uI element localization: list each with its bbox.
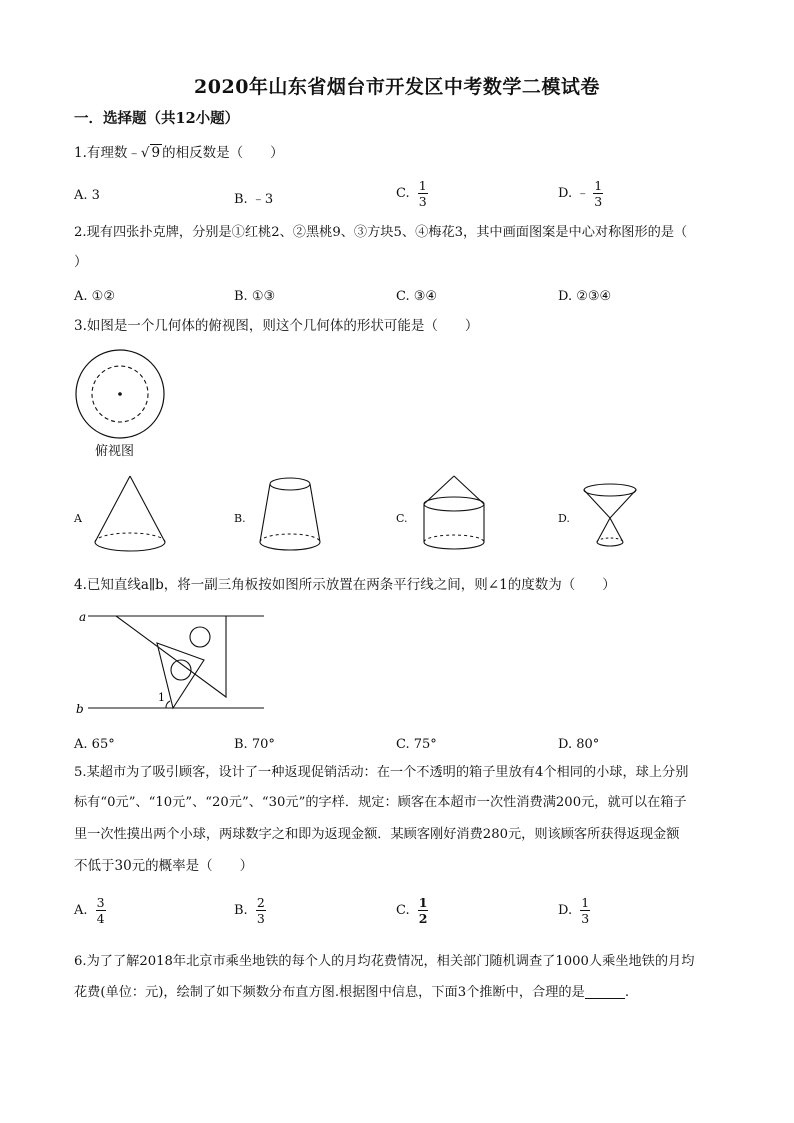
option-letter: A.	[74, 903, 88, 918]
radicand: 9	[151, 145, 161, 161]
option-letter: B.	[234, 192, 248, 207]
question-5-line1: 5.某超市为了吸引顾客，设计了一种返现促销活动：在一个不透明的箱子里放有4个相同的小球，球上分别	[74, 765, 689, 780]
q1-suffix: 的相反数是（ ）	[162, 145, 284, 161]
question-1	[74, 147, 284, 161]
option-letter: A.	[74, 188, 88, 203]
numerator: 2	[256, 895, 265, 910]
q1-option-d[interactable]	[558, 178, 603, 209]
option-sign: ﹣	[576, 186, 590, 201]
option-letter: B.	[234, 289, 248, 304]
q4-option-a[interactable]	[74, 737, 115, 752]
question-6-line2	[74, 986, 629, 999]
option-letter: A.	[74, 737, 88, 752]
q2-option-b[interactable]	[234, 289, 275, 304]
option-text: 3	[91, 188, 100, 203]
option-letter: D.	[558, 737, 573, 752]
answer-blank[interactable]	[585, 986, 625, 999]
numerator: 1	[594, 178, 603, 193]
question-5-line2: 标有“0元”、“10元”、“20元”、“30元”的字样．规定：顾客在本超市一次性消费满200元，就可以在箱子	[74, 795, 687, 810]
numerator: 1	[418, 895, 428, 910]
question-5-line4: 不低于30元的概率是（ ）	[74, 858, 254, 874]
frustum-figure	[258, 476, 322, 556]
q3-option-a-label[interactable]: A	[74, 512, 82, 525]
fraction	[96, 895, 106, 926]
option-letter: D.	[558, 186, 573, 201]
denominator: 2	[418, 911, 428, 926]
triangle-ruler-1	[116, 616, 226, 697]
q2-option-d[interactable]	[558, 289, 611, 304]
label-b: b	[76, 702, 84, 716]
section-heading: 一．选择题（共12小题）	[74, 110, 240, 127]
q5-option-d[interactable]	[558, 895, 590, 926]
top-view-caption: 俯视图	[95, 444, 135, 459]
top-view-figure	[74, 348, 166, 440]
option-text: ②③④	[576, 289, 612, 304]
sqrt-symbol: √	[140, 145, 150, 161]
option-text: 70°	[251, 737, 275, 752]
option-letter: C.	[396, 737, 410, 752]
numerator: 1	[581, 895, 590, 910]
option-letter: C.	[396, 903, 410, 918]
option-letter: D.	[558, 289, 573, 304]
option-letter: D.	[558, 903, 573, 918]
option-text: ③④	[413, 289, 438, 304]
q2-option-a[interactable]	[74, 289, 115, 304]
q1-option-a[interactable]	[74, 188, 100, 203]
q4-option-b[interactable]	[234, 737, 275, 752]
option-text: ①②	[91, 289, 115, 304]
ruler-hole-2	[171, 660, 191, 680]
option-letter: C.	[396, 289, 410, 304]
question-4: 4.已知直线a∥b，将一副三角板按如图所示放置在两条平行线之间，则∠1的度数为（ ）	[74, 577, 616, 593]
denominator: 3	[594, 194, 603, 209]
denominator: 3	[418, 194, 427, 209]
ruler-hole-1	[190, 627, 210, 647]
cone-on-cylinder-figure	[422, 474, 486, 556]
q5-option-c[interactable]	[396, 895, 428, 926]
numerator: 1	[418, 178, 427, 193]
fraction	[593, 178, 603, 209]
question-2-line1: 2.现有四张扑克牌，分别是①红桃2、②黑桃9、③方块5、④梅花3，其中画面图案是中心对称图形的是（	[74, 225, 688, 240]
option-letter: B.	[234, 903, 248, 918]
fraction	[256, 895, 266, 926]
sqrt-9	[141, 147, 162, 161]
option-text: ﹣3	[251, 192, 274, 207]
option-text: ①③	[251, 289, 276, 304]
denominator: 3	[581, 911, 590, 926]
question-6-line1: 6.为了了解2018年北京市乘坐地铁的每个人的月均花费情况，相关部门随机调查了1000人乘坐地铁的月均	[74, 954, 695, 969]
denominator: 3	[256, 911, 265, 926]
double-cone-figure	[582, 482, 638, 552]
q6-text: 花费(单位：元)，绘制了如下频数分布直方图.根据图中信息，下面3个推断中，合理的是	[74, 985, 585, 1000]
option-letter: B.	[234, 737, 248, 752]
option-text: 80°	[576, 737, 600, 752]
option-letter: C.	[396, 186, 410, 201]
angle-arc	[166, 701, 170, 708]
fraction	[580, 895, 590, 926]
q5-option-a[interactable]	[74, 895, 106, 926]
q3-option-c-label[interactable]: C.	[396, 512, 408, 525]
q1-prefix: 1.有理数﹣	[74, 145, 141, 161]
fraction	[418, 895, 429, 926]
q2-option-c[interactable]	[396, 289, 437, 304]
q5-option-b[interactable]	[234, 895, 266, 926]
fraction	[418, 178, 428, 209]
question-3: 3.如图是一个几何体的俯视图，则这个几何体的形状可能是（ ）	[74, 318, 479, 334]
q4-option-c[interactable]	[396, 737, 437, 752]
question-2-line2: ）	[74, 254, 88, 270]
label-angle-1: 1	[158, 691, 165, 704]
q4-option-d[interactable]	[558, 737, 599, 752]
denominator: 4	[96, 911, 105, 926]
center-dot	[118, 392, 122, 396]
question-5-line3: 里一次性摸出两个小球，两球数字之和即为返现金额．某顾客刚好消费280元，则该顾客所获得返现金额	[74, 827, 680, 842]
cone-figure	[94, 474, 166, 554]
q3-option-d-label[interactable]: D.	[558, 512, 570, 525]
option-text: 75°	[413, 737, 437, 752]
parallel-lines-figure	[74, 605, 274, 720]
label-a: a	[79, 610, 87, 624]
numerator: 3	[96, 895, 105, 910]
option-letter: A.	[74, 289, 88, 304]
q1-option-b[interactable]	[234, 188, 273, 207]
option-text: 65°	[91, 737, 115, 752]
q3-option-b-label[interactable]: B.	[234, 512, 246, 525]
page-title: 2020年山东省烟台市开发区中考数学二模试卷	[194, 76, 600, 98]
q1-option-c[interactable]	[396, 178, 428, 209]
q6-end: .	[624, 985, 630, 1000]
